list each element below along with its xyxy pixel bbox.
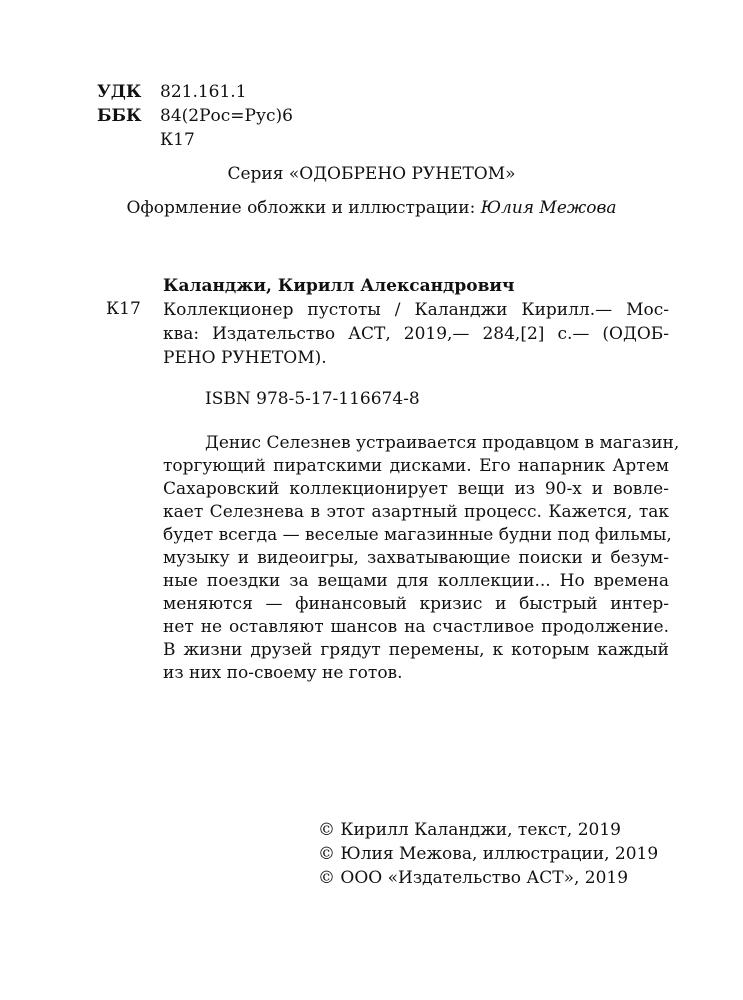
annotation-line: ные поездки за вещами для коллекции... Но времена bbox=[163, 571, 669, 591]
udk-value: 821.161.1 bbox=[160, 82, 247, 102]
cover-design-name: Юлия Межова bbox=[480, 198, 617, 218]
udk-row bbox=[0, 80, 743, 104]
annotation-line: Денис Селезнев устраивается продавцом в магазин, bbox=[205, 433, 680, 453]
author-heading: Каланджи, Кирилл Александрович bbox=[163, 276, 515, 296]
annotation-line: из них по-своему не готов. bbox=[163, 663, 403, 683]
bbk-value: 84(2Рос=Рус)6 bbox=[160, 106, 293, 126]
bibliographic-line: Коллекционер пустоты / Каланджи Кирилл.— Мос- bbox=[163, 300, 669, 320]
annotation-line: музыку и видеоигры, захватывающие поиски и безум- bbox=[163, 548, 669, 568]
bibliographic-line: РЕНО РУНЕТОМ). bbox=[163, 348, 327, 368]
annotation-line: меняются — финансовый кризис и быстрый интер- bbox=[163, 594, 669, 614]
annotation-line: будет всегда — веселые магазинные будни под фильмы, bbox=[163, 525, 672, 545]
udk-label: УДК bbox=[97, 82, 142, 102]
author-sign-row bbox=[0, 128, 743, 152]
annotation-line: кает Селезнева в этот азартный процесс. Кажется, так bbox=[163, 502, 669, 522]
copyright-line: © Кирилл Каланджи, текст, 2019 bbox=[318, 820, 621, 840]
cutter-number: К17 bbox=[106, 299, 141, 319]
annotation-line: нет не оставляют шансов на счастливое продолжение. bbox=[163, 617, 669, 637]
isbn: ISBN 978-5-17-116674-8 bbox=[205, 389, 420, 409]
annotation-line: В жизни друзей грядут перемены, к которым каждый bbox=[163, 640, 669, 660]
annotation-line: торгующий пиратскими дисками. Его напарник Артем bbox=[163, 456, 669, 476]
cover-design-label: Оформление обложки и иллюстрации: bbox=[126, 198, 481, 218]
series-line: Серия «ОДОБРЕНО РУНЕТОМ» bbox=[227, 164, 516, 184]
bbk-row bbox=[0, 104, 743, 128]
copyright-line: © Юлия Межова, иллюстрации, 2019 bbox=[318, 844, 659, 864]
annotation-line: Сахаровский коллекционирует вещи из 90-х и вовле- bbox=[163, 479, 669, 499]
bbk-label: ББК bbox=[97, 106, 142, 126]
author-sign-value: К17 bbox=[160, 130, 195, 150]
cover-design-credit bbox=[0, 198, 743, 218]
copyright-line: © ООО «Издательство АСТ», 2019 bbox=[318, 868, 629, 888]
bibliographic-line: ква: Издательство АСТ, 2019,— 284,[2] с.— (ОДОБ- bbox=[163, 324, 669, 344]
